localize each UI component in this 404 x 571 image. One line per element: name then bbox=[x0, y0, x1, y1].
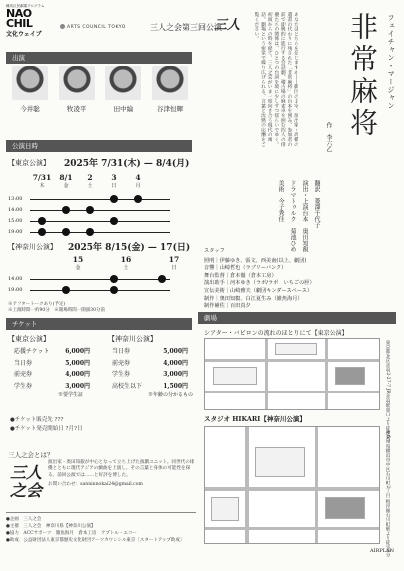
schedule-heading: 公演日時 bbox=[6, 140, 192, 152]
ticket-tokyo-label: 【東京公演】 bbox=[8, 335, 50, 343]
kanagawa-date-range: 2025年 8/15(金) — 17(日) bbox=[68, 243, 191, 253]
credit-design: 美術 今子秀佳 bbox=[277, 180, 284, 222]
play-title: 非常麻将 bbox=[346, 12, 379, 140]
day: 8/1 金 bbox=[59, 173, 73, 189]
ticket-sales-info: ●チケット販売先 ??? ●チケット発売開始日 ?月?日 bbox=[10, 417, 83, 432]
arts-council-logo bbox=[60, 24, 126, 30]
perf-dot bbox=[62, 286, 70, 294]
ticket-heading: チケット bbox=[6, 318, 192, 330]
corner-mark: AIRPLAN bbox=[370, 548, 395, 554]
cast-photo bbox=[105, 66, 141, 100]
price-row: 前売券 4,000円 bbox=[14, 371, 90, 378]
time-row: 14:00 bbox=[8, 274, 178, 285]
time-row: 19:00 bbox=[8, 227, 178, 238]
cast-name: 田中綸 bbox=[113, 105, 134, 113]
cast-member bbox=[57, 66, 97, 113]
kanagawa-schedule-grid bbox=[8, 274, 178, 296]
arts-council-dot-icon bbox=[60, 24, 65, 29]
perf-dot bbox=[110, 195, 118, 203]
about-mark: 三人 之会 bbox=[10, 463, 43, 500]
tokyo-schedule-label: 【東京公演】 bbox=[8, 159, 50, 167]
kanagawa-venue-map bbox=[204, 426, 380, 544]
cast-member bbox=[10, 66, 50, 113]
tokyo-venue-name: シアター・バビロンの流れのほとりにて【東京公演】 bbox=[204, 330, 348, 337]
kanagawa-venue-address: 神奈川県横浜市中区石川町2丁目 根岸線石川町駅より徒歩5分 bbox=[385, 430, 390, 557]
perf-dot bbox=[86, 206, 94, 214]
ticket-kanagawa-label: 【神奈川公演】 bbox=[108, 335, 157, 343]
price-row: 応援チケット 6,000円 bbox=[14, 348, 90, 355]
student-note: ※要学生証 bbox=[58, 392, 84, 398]
tokyo-date-range: 2025年 7/31(木) — 8/4(月) bbox=[64, 159, 190, 169]
lead-text: あなたはどちらを信じますか――劇団の主宰、演出家・高橋の遺書の代わりに残された「非常麻将」の台本を囲み、参加者の前で即興的に進行する会話劇。稽古場の麻雀卓を囲む四人の俳優たちの関係は、ひとつの台詞を境に少しずつ揺らいでゆく。 初演からの時を経て、三人之会がいま一度向き合う現代の寓話。劇場という密室で繰り広げられる、言葉と沈黙の応酬をご覧ください。 bbox=[253, 12, 298, 147]
perf-dot bbox=[134, 195, 142, 203]
cast-member bbox=[103, 66, 143, 113]
about-heading: 三人之会とは？ bbox=[8, 451, 54, 459]
credit-translate: 翻訳 菱澤千代子 bbox=[313, 180, 320, 228]
tokyo-venue-map bbox=[204, 338, 380, 410]
logo-sub: 文化ウェイブ bbox=[6, 31, 42, 38]
play-title-ruby: フェイチャン・マージャン bbox=[387, 14, 395, 110]
price-row: 当日券 5,000円 bbox=[112, 348, 188, 355]
price-row: 学生券 3,000円 bbox=[14, 382, 90, 390]
day: 3 日 bbox=[111, 173, 117, 189]
perf-dot bbox=[62, 228, 70, 236]
perf-dot bbox=[110, 217, 118, 225]
troupe-mark: 三人 bbox=[214, 18, 241, 33]
perf-dot bbox=[110, 286, 118, 294]
cast-member bbox=[150, 66, 190, 113]
tokyo-venue-address: 東京都北区赤羽2-27-7 JR赤羽駅東口より徒歩6分 bbox=[385, 340, 390, 443]
cast-name: 牧凌平 bbox=[66, 105, 87, 113]
ticket-prices-kanagawa bbox=[112, 346, 193, 398]
about-section bbox=[8, 450, 195, 500]
day: 16 土 bbox=[120, 255, 132, 271]
credit-dramaturg: ドラマトゥルク 菊池ひめ bbox=[289, 180, 296, 252]
about-text: 演出家・奥田知叡が中心となって立ち上げた演劇ユニット。同世代の俳優とともに現代アジアの戯曲を上演し、その言葉と身体の可能性を探る。前回公演では……と好評を博した。 お問い合わせ：sanninnokai24@gmail.com bbox=[48, 460, 195, 488]
day: 17 日 bbox=[168, 255, 180, 271]
kanagawa-venue-name: スタジオ HIKARI【神奈川公演】 bbox=[204, 415, 306, 423]
nao-logo bbox=[6, 4, 44, 38]
day: 2 土 bbox=[87, 173, 93, 189]
cast-photo bbox=[12, 66, 48, 100]
price-row: 前売券 4,000円 bbox=[112, 359, 188, 367]
perf-dot bbox=[158, 275, 166, 283]
ticket-prices-tokyo bbox=[14, 346, 90, 398]
kanagawa-schedule-label: 【神奈川公演】 bbox=[8, 243, 57, 251]
kanagawa-days bbox=[54, 256, 198, 272]
arts-council-text: ARTS COUNCIL TOKYO bbox=[67, 25, 126, 30]
time-row: 15:00 bbox=[8, 216, 178, 227]
perf-dot bbox=[38, 217, 46, 225]
perf-dot bbox=[110, 275, 118, 283]
age-note: ※年齢の分かるもの bbox=[148, 392, 194, 398]
logo-mark: NAO CHIL bbox=[6, 7, 33, 30]
price-row: 高校生以下 1,500円 bbox=[112, 382, 188, 390]
cast-heading: 出演 bbox=[6, 52, 192, 64]
staff-heading: スタッフ bbox=[204, 248, 225, 254]
perf-dot bbox=[62, 206, 70, 214]
credit-direct: 演出・上演台本 奥田知叡 bbox=[301, 180, 308, 252]
time-row: 13:00 bbox=[8, 194, 178, 205]
tokyo-schedule-grid bbox=[8, 194, 178, 238]
cast-photo bbox=[59, 66, 95, 100]
troupe-line: 三人之会第三回公演 bbox=[150, 23, 222, 32]
time-row: 14:00 bbox=[8, 205, 178, 216]
logo-caption: 練馬区民劇場プログラム bbox=[6, 4, 45, 8]
schedule-notes: ※アフタートークあり(予定) ※上演時間一約90分 ※開場時間一開演30分前 bbox=[8, 302, 105, 313]
organizer-info: ●企画 三人之会 ●主催 三人之会 神奈川県【神奈川公演】 ●協力 ACCサポーツ 雑魚海月 倉本工房 アプトル・エコー ●助成：公益財団法人東京都歴史文化財団アーツカウンシル東京［スタートアップ助成］ bbox=[6, 512, 196, 544]
price-row: 当日券 5,000円 bbox=[14, 359, 90, 367]
tokyo-days bbox=[30, 174, 150, 190]
cast-name: 今井聡 bbox=[20, 105, 40, 113]
day: 7/31 木 bbox=[32, 173, 52, 189]
day: 15 金 bbox=[72, 255, 84, 271]
cast-list bbox=[10, 66, 190, 113]
venue-heading: 劇場 bbox=[198, 312, 396, 324]
perf-dot bbox=[86, 228, 94, 236]
cast-name: 谷津恒輝 bbox=[156, 105, 183, 113]
perf-dot bbox=[38, 228, 46, 236]
price-row: 学生券 3,000円 bbox=[112, 371, 188, 378]
time-row: 19:00 bbox=[8, 285, 178, 296]
credit-author: 作 李六乙 bbox=[325, 122, 332, 152]
day: 4 月 bbox=[135, 173, 141, 189]
cast-photo bbox=[152, 66, 188, 100]
staff-list: スタッフ 照明｜伊藤ゆき、張文、西美南(以上、劇団) 音響｜山崎哲也（ラブリーバンク） 舞台監督｜倉本徹（倉本工房） 演出助手｜河本ゆき（ラボ/ラボ いちごの匣） 宣伝美術｜山崎雅夫（劇団キンダースペース） 制作｜奥田知叡、白江夏生み（雑魚海月） 制作補佐｜百田真夕 bbox=[204, 248, 315, 310]
